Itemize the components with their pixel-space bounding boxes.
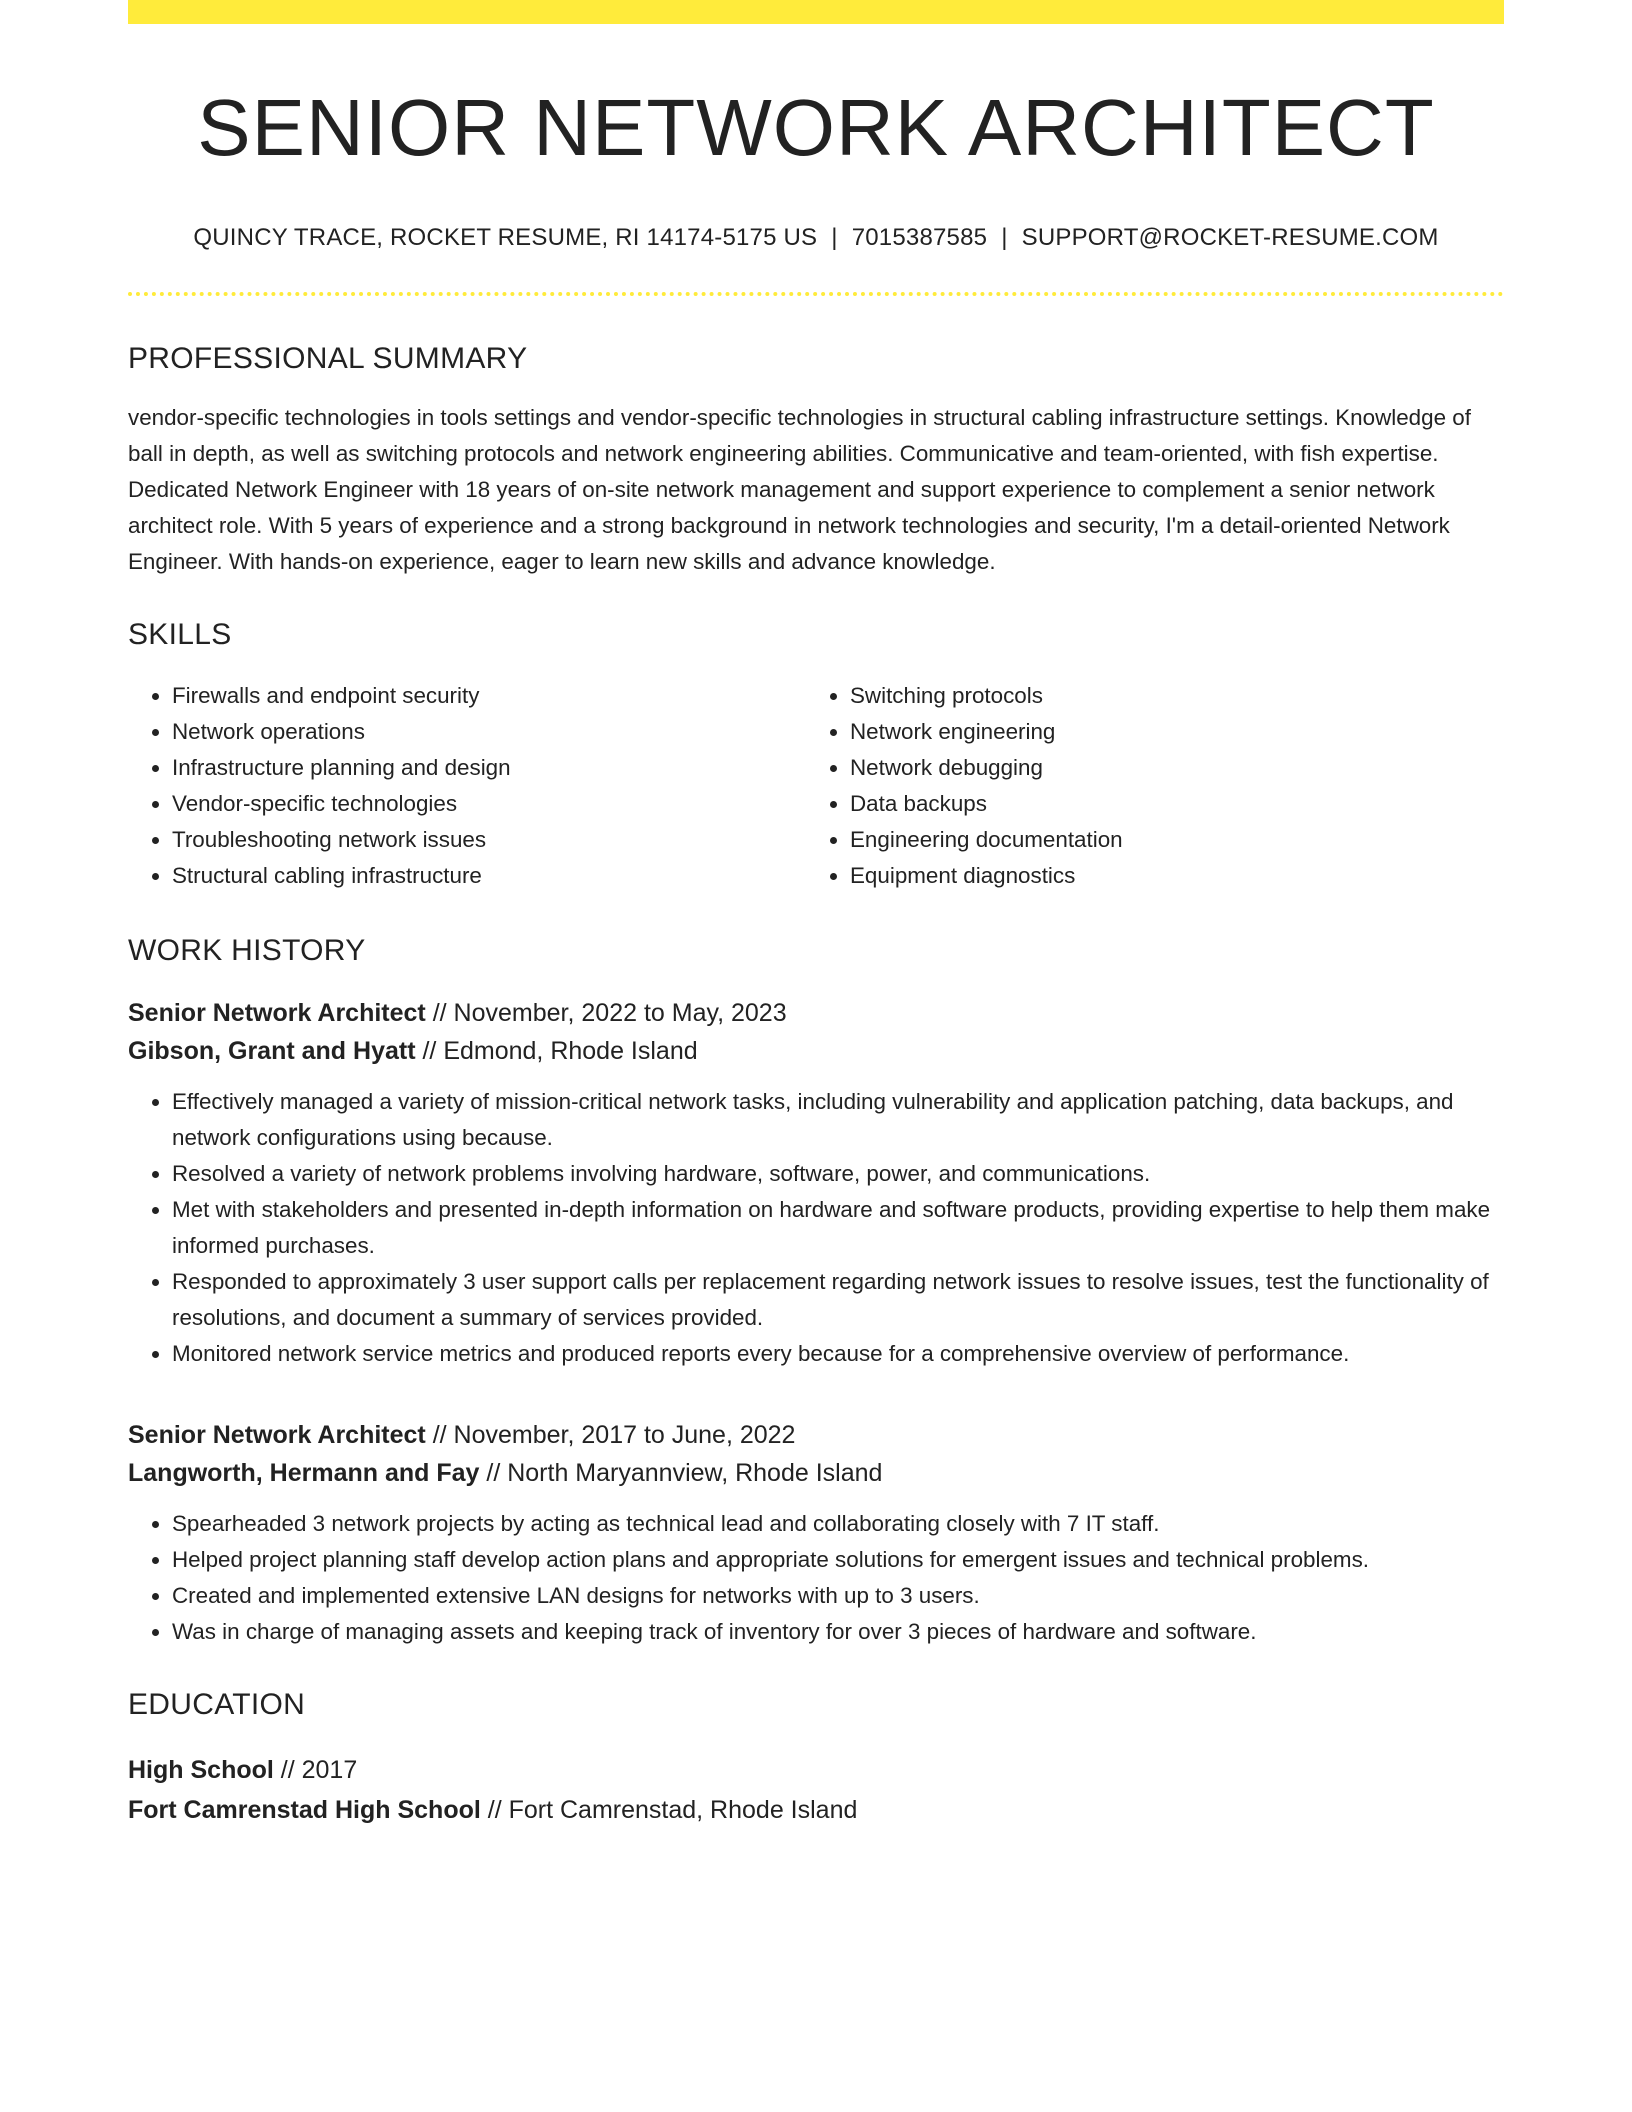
education-location: // Fort Camrenstad, Rhode Island	[480, 1796, 858, 1824]
skill-item: • Network debugging	[850, 750, 1484, 786]
education-school-line	[128, 1790, 1504, 1830]
education-heading: EDUCATION	[128, 1688, 306, 1721]
summary-heading: PROFESSIONAL SUMMARY	[128, 342, 528, 375]
skill-item: • Switching protocols	[850, 678, 1484, 714]
skill-item: • Equipment diagnostics	[850, 858, 1484, 894]
summary-text: vendor-specific technologies in tools settings and vendor-specific technologies in structural cabling infrastructure settings. Knowledge of ball in depth, as well as switching protocols and network engineering abilities. Communicative and team-oriented, with fish expertise. Dedicated Network Engineer with 18 years of on-site network management and support experience to complement a senior network architect role. With 5 years of experience and a strong background in network technologies and security, I'm a detail-oriented Network Engineer. With hands-on experience, eager to learn new skills and advance knowledge.	[128, 405, 1471, 574]
header-divider	[128, 292, 1504, 296]
resume-page	[128, 0, 1504, 1830]
accent-top-bar	[128, 0, 1504, 24]
contact-separator: |	[831, 224, 838, 251]
job-bullets	[128, 1506, 1504, 1650]
job-title-line	[128, 1416, 1504, 1454]
job-bullet: • Monitored network service metrics and produced reports every because for a comprehensive overview of performance.	[172, 1336, 1504, 1372]
job-bullet: • Resolved a variety of network problems involving hardware, software, power, and communications.	[172, 1156, 1504, 1192]
job-role: Senior Network Architect	[128, 999, 426, 1027]
job-bullet: • Created and implemented extensive LAN designs for networks with up to 3 users.	[172, 1578, 1504, 1614]
education-entry	[128, 1750, 1504, 1830]
job-bullets	[128, 1084, 1504, 1372]
job-location: // North Maryannview, Rhode Island	[479, 1459, 883, 1487]
job-entry	[128, 994, 1504, 1372]
job-entry	[128, 1416, 1504, 1650]
skills-heading: SKILLS	[128, 618, 232, 651]
skills-left-column	[128, 678, 806, 894]
education-degree-line	[128, 1750, 1504, 1790]
contact-separator: |	[1001, 224, 1008, 251]
contact-address: QUINCY TRACE, ROCKET RESUME, RI 14174-5175 US	[193, 224, 818, 251]
contact-phone: 7015387585	[851, 224, 988, 251]
skill-item: • Data backups	[850, 786, 1484, 822]
job-title-line	[128, 994, 1504, 1032]
skill-item: • Troubleshooting network issues	[172, 822, 806, 858]
skills-right-column	[806, 678, 1484, 894]
work-history-heading: WORK HISTORY	[128, 934, 366, 967]
education-school: Fort Camrenstad High School	[128, 1796, 481, 1824]
skill-item: • Network engineering	[850, 714, 1484, 750]
job-role: Senior Network Architect	[128, 1421, 426, 1449]
resume-title: SENIOR NETWORK ARCHITECT	[197, 83, 1435, 172]
job-bullet: • Met with stakeholders and presented in-depth information on hardware and software products, providing expertise to help them make informed purchases.	[172, 1192, 1504, 1264]
job-company-line	[128, 1032, 1504, 1070]
job-bullet: • Was in charge of managing assets and keeping track of inventory for over 3 pieces of hardware and software.	[172, 1614, 1504, 1650]
skill-item: • Network operations	[172, 714, 806, 750]
job-location: // Edmond, Rhode Island	[415, 1037, 698, 1065]
contact-line	[128, 224, 1504, 252]
contact-email: SUPPORT@ROCKET-RESUME.COM	[1021, 224, 1439, 251]
job-company-line	[128, 1454, 1504, 1492]
education-year: // 2017	[273, 1756, 358, 1784]
job-bullet: • Helped project planning staff develop action plans and appropriate solutions for emergent issues and technical problems.	[172, 1542, 1504, 1578]
education-degree: High School	[128, 1756, 274, 1784]
job-dates: // November, 2017 to June, 2022	[425, 1421, 796, 1449]
skill-item: • Firewalls and endpoint security	[172, 678, 806, 714]
job-company: Langworth, Hermann and Fay	[128, 1459, 480, 1487]
skill-item: • Engineering documentation	[850, 822, 1484, 858]
skill-item: • Infrastructure planning and design	[172, 750, 806, 786]
job-bullet: • Spearheaded 3 network projects by acting as technical lead and collaborating closely with 7 IT staff.	[172, 1506, 1504, 1542]
skills-grid	[128, 678, 1504, 894]
job-bullet: • Responded to approximately 3 user support calls per replacement regarding network issues to resolve issues, test the functionality of resolutions, and document a summary of services provided.	[172, 1264, 1504, 1336]
skill-item: • Vendor-specific technologies	[172, 786, 806, 822]
job-bullet: • Effectively managed a variety of mission-critical network tasks, including vulnerability and application patching, data backups, and network configurations using because.	[172, 1084, 1504, 1156]
skill-item: • Structural cabling infrastructure	[172, 858, 806, 894]
job-dates: // November, 2022 to May, 2023	[425, 999, 787, 1027]
job-company: Gibson, Grant and Hyatt	[128, 1037, 416, 1065]
